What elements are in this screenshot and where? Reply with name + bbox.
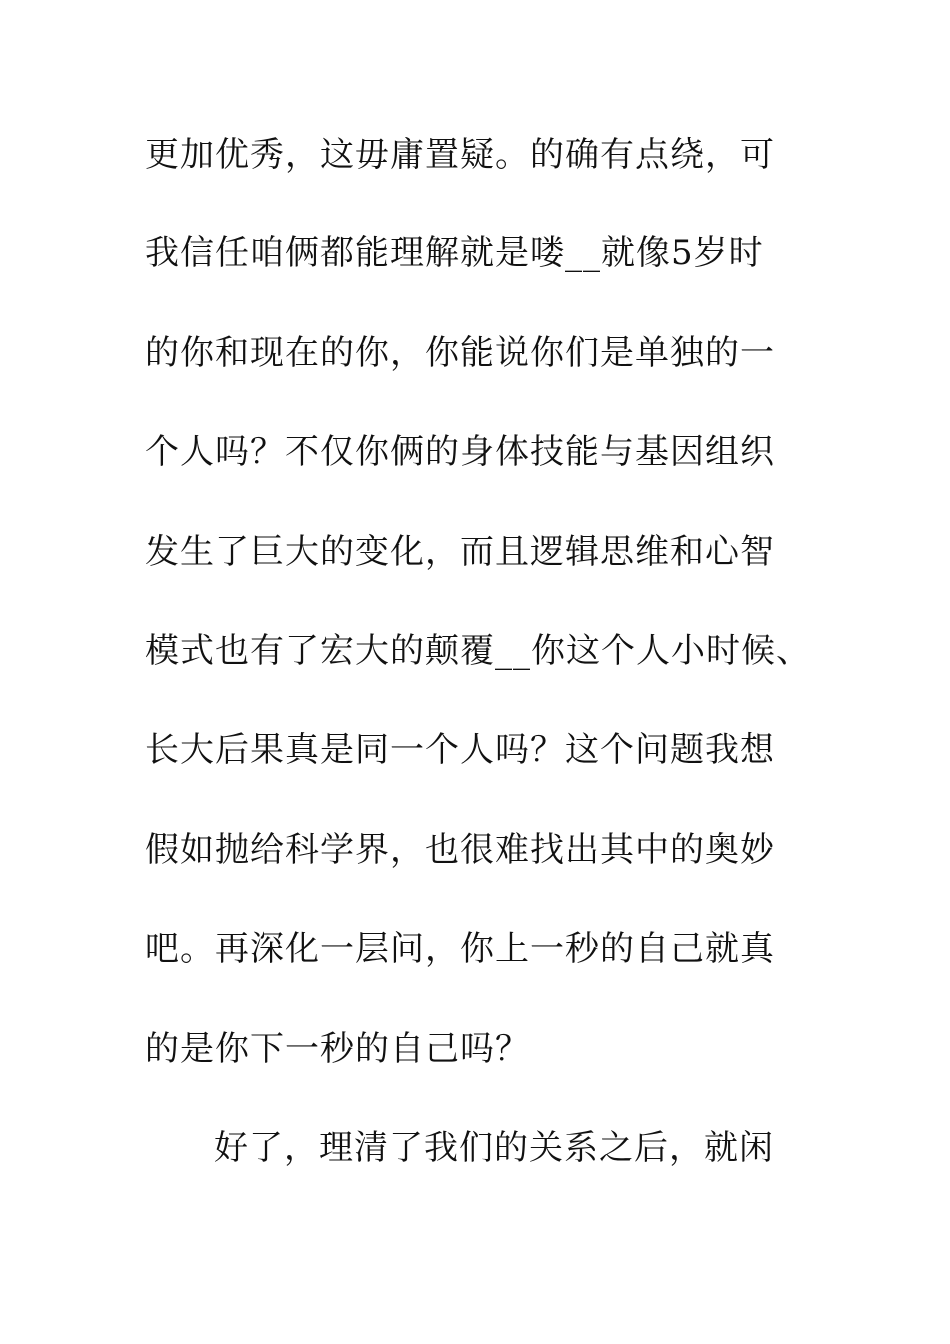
text-line-9: 吧。再深化一层问，你上一秒的自己就真 — [145, 929, 775, 969]
text-line-6: 模式也有了宏大的颠覆__你这个人小时候、 — [145, 631, 811, 671]
text-line-10: 的是你下一秒的自己吗？ — [145, 1029, 530, 1069]
text-line-8: 假如抛给科学界，也很难找出其中的奥妙 — [145, 830, 775, 870]
paragraph-start-line: 好了，理清了我们的关系之后，就闲 — [214, 1128, 774, 1168]
text-line-4: 个人吗？不仅你俩的身体技能与基因组织 — [145, 432, 775, 472]
text-line-7: 长大后果真是同一个人吗？这个问题我想 — [145, 730, 775, 770]
text-line-5: 发生了巨大的变化，而且逻辑思维和心智 — [145, 532, 775, 572]
text-line-2: 我信任咱俩都能理解就是喽__就像5岁时 — [145, 233, 764, 273]
text-line-3: 的你和现在的你，你能说你们是单独的一 — [145, 333, 775, 373]
text-line-1: 更加优秀，这毋庸置疑。的确有点绕，可 — [145, 135, 775, 175]
